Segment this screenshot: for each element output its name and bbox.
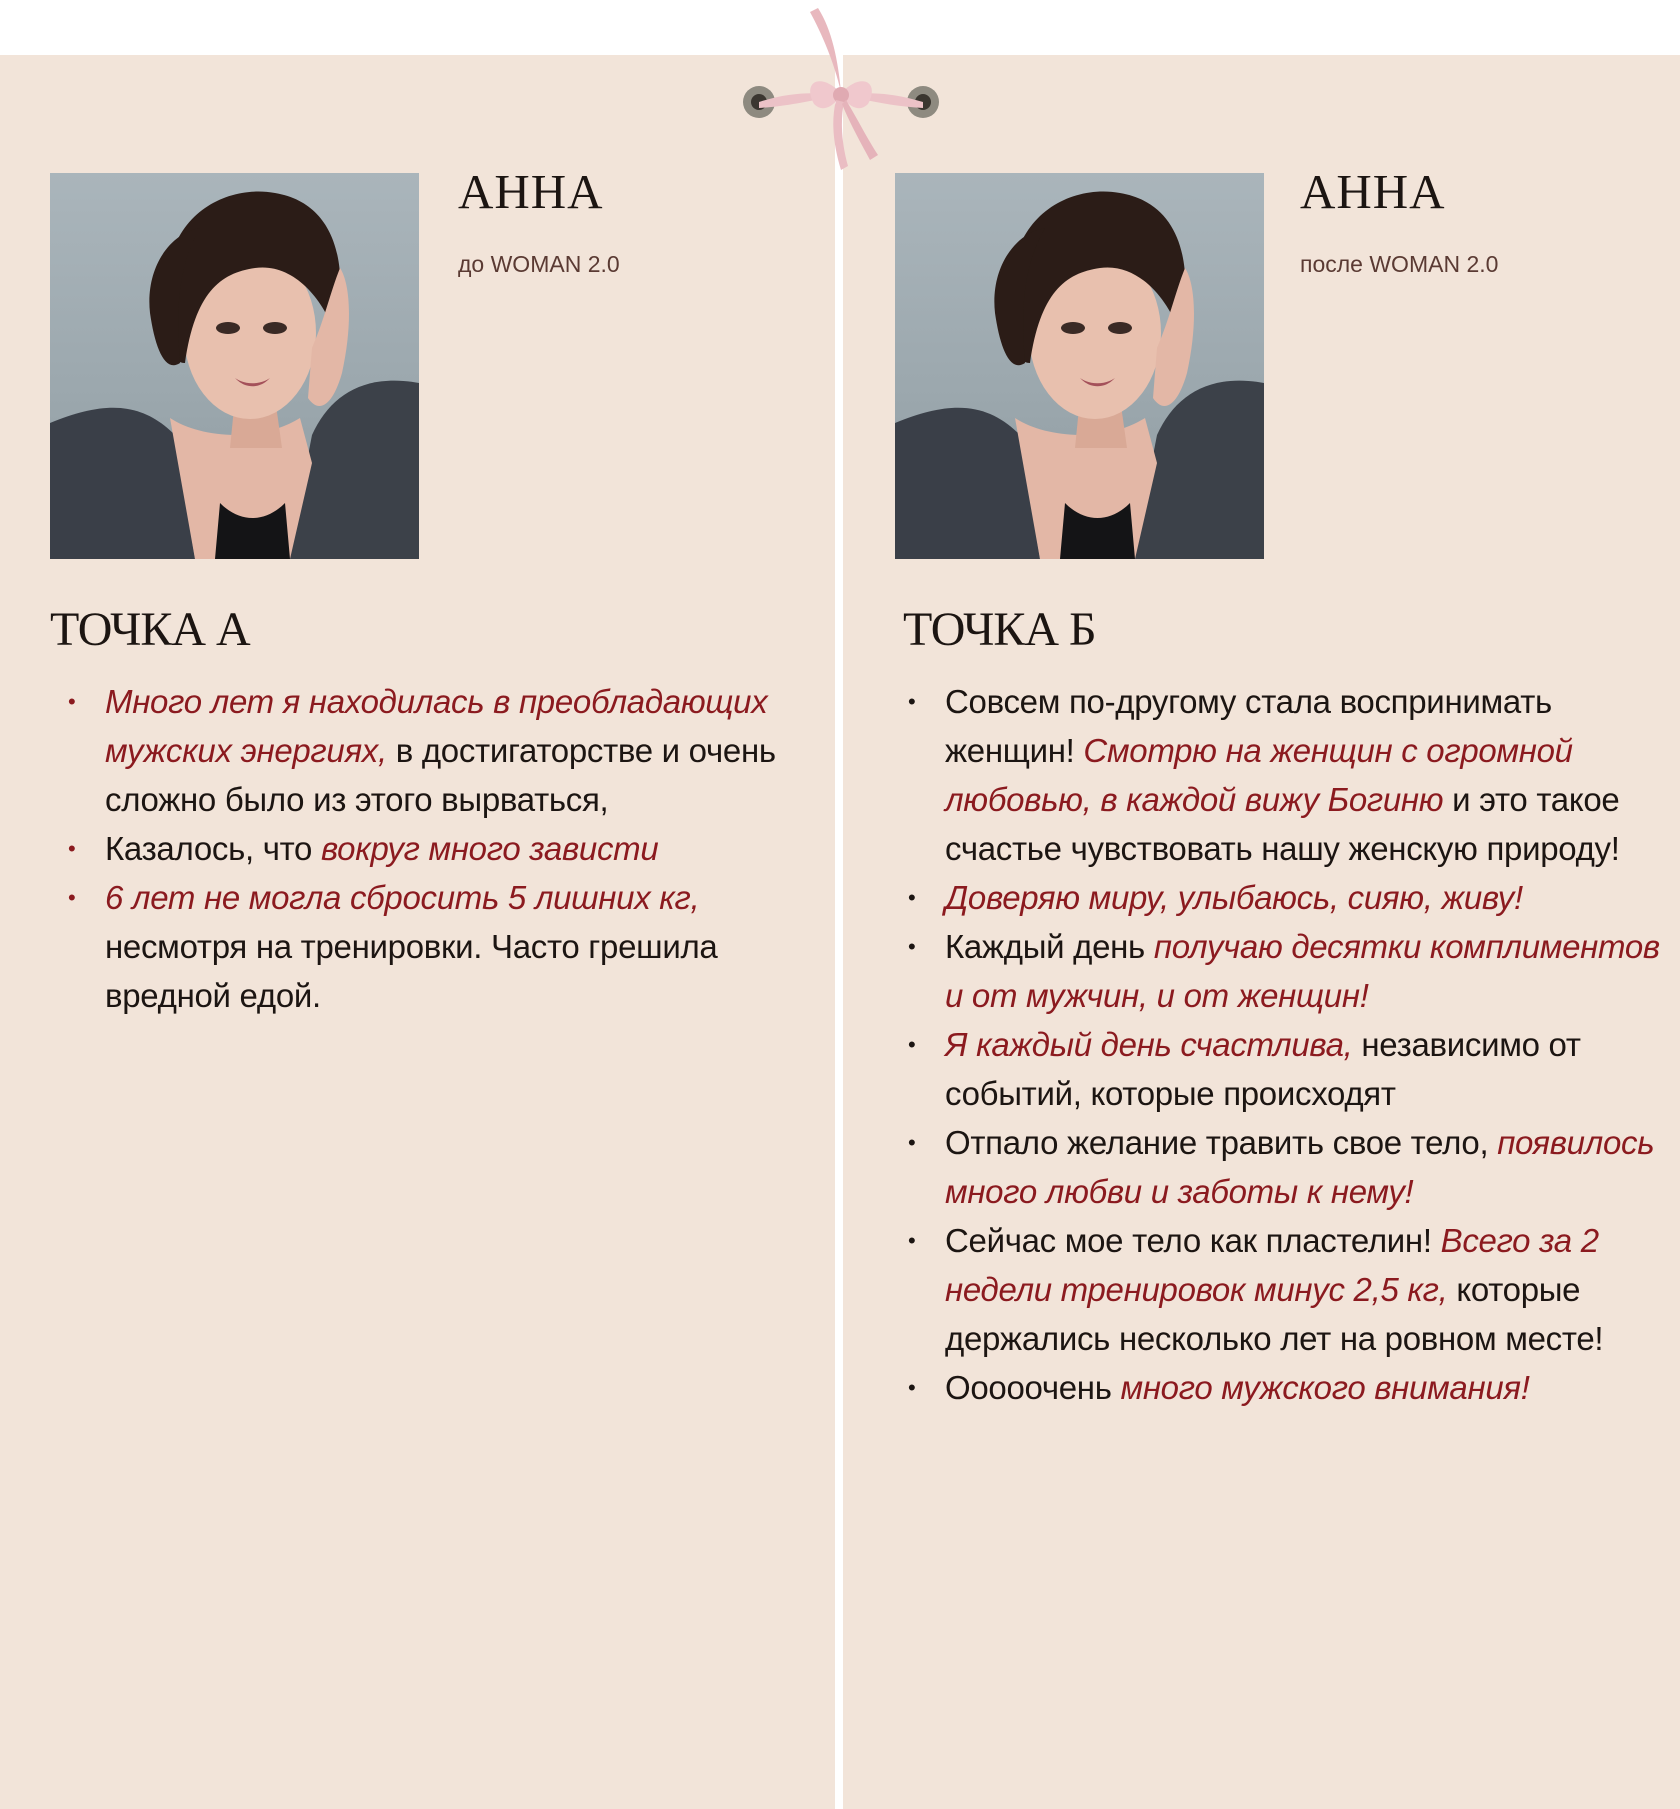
highlight-text: Смотрю на женщин с огромной любовью, в каждой вижу Богиню — [945, 732, 1573, 818]
body-text: Сейчас мое тело как пластелин! — [945, 1222, 1441, 1259]
list-item — [68, 677, 813, 824]
highlight-text: 6 лет не могла сбросить 5 лишних кг, — [105, 879, 700, 916]
body-text: Ооооочень — [945, 1369, 1121, 1406]
before-photo — [50, 173, 419, 559]
body-text: которые держались несколько лет на ровном месте! — [945, 1271, 1604, 1357]
body-text: независимо от событий, которые происходят — [945, 1026, 1581, 1112]
list-item — [908, 1363, 1668, 1412]
bullet-icon: • — [908, 1032, 916, 1057]
ribbon-bow-icon — [740, 0, 950, 175]
list-item — [908, 1020, 1668, 1118]
client-name: АННА — [458, 164, 604, 219]
body-text: Казалось, что — [105, 830, 321, 867]
before-points-list — [68, 677, 813, 1020]
bullet-icon: • — [68, 689, 76, 714]
highlight-text: Я каждый день счастлива, — [945, 1026, 1353, 1063]
body-text: несмотря на тренировки. Часто грешила вредной едой. — [105, 928, 718, 1014]
list-item — [908, 1118, 1668, 1216]
after-card — [843, 55, 1680, 1809]
body-text: Отпало желание травить свое тело, — [945, 1124, 1498, 1161]
list-item — [68, 824, 813, 873]
center-divider — [835, 0, 843, 1809]
after-points-list — [908, 677, 1668, 1412]
highlight-text: вокруг много зависти — [320, 830, 659, 867]
section-heading: ТОЧКА А — [50, 603, 250, 656]
section-heading: ТОЧКА Б — [903, 603, 1096, 656]
client-name: АННА — [1300, 164, 1446, 219]
body-text: в достигаторстве и очень сложно было из этого вырваться, — [105, 732, 776, 818]
body-text: Каждый день — [945, 928, 1154, 965]
bullet-icon: • — [68, 885, 76, 910]
highlight-text: Доверяю миру, улыбаюсь, сияю, живу! — [945, 879, 1523, 916]
list-item — [908, 873, 1668, 922]
bullet-icon: • — [68, 836, 76, 861]
bullet-icon: • — [908, 1375, 916, 1400]
list-item — [908, 1216, 1668, 1363]
bullet-icon: • — [908, 689, 916, 714]
stage-subtitle: после WOMAN 2.0 — [1300, 251, 1499, 277]
list-item — [908, 677, 1668, 873]
body-text: и это такое счастье чувствовать нашу женскую природу! — [945, 781, 1620, 867]
highlight-text: Всего за 2 недели тренировок минус 2,5 кг, — [945, 1222, 1599, 1308]
highlight-text: появилось много любви и заботы к нему! — [945, 1124, 1655, 1210]
bullet-icon: • — [908, 934, 916, 959]
before-card — [0, 55, 835, 1809]
highlight-text: Много лет я находилась в преобладающих мужских энергиях, — [105, 683, 768, 769]
body-text: Совсем по-другому стала воспринимать женщин! — [945, 683, 1552, 769]
after-photo — [895, 173, 1264, 559]
list-item — [68, 873, 813, 1020]
highlight-text: получаю десятки комплиментов и от мужчин, и от женщин! — [945, 928, 1660, 1014]
list-item — [908, 922, 1668, 1020]
stage-subtitle: до WOMAN 2.0 — [458, 251, 620, 277]
highlight-text: много мужского внимания! — [1120, 1369, 1530, 1406]
bullet-icon: • — [908, 1228, 916, 1253]
bullet-icon: • — [908, 1130, 916, 1155]
bullet-icon: • — [908, 885, 916, 910]
